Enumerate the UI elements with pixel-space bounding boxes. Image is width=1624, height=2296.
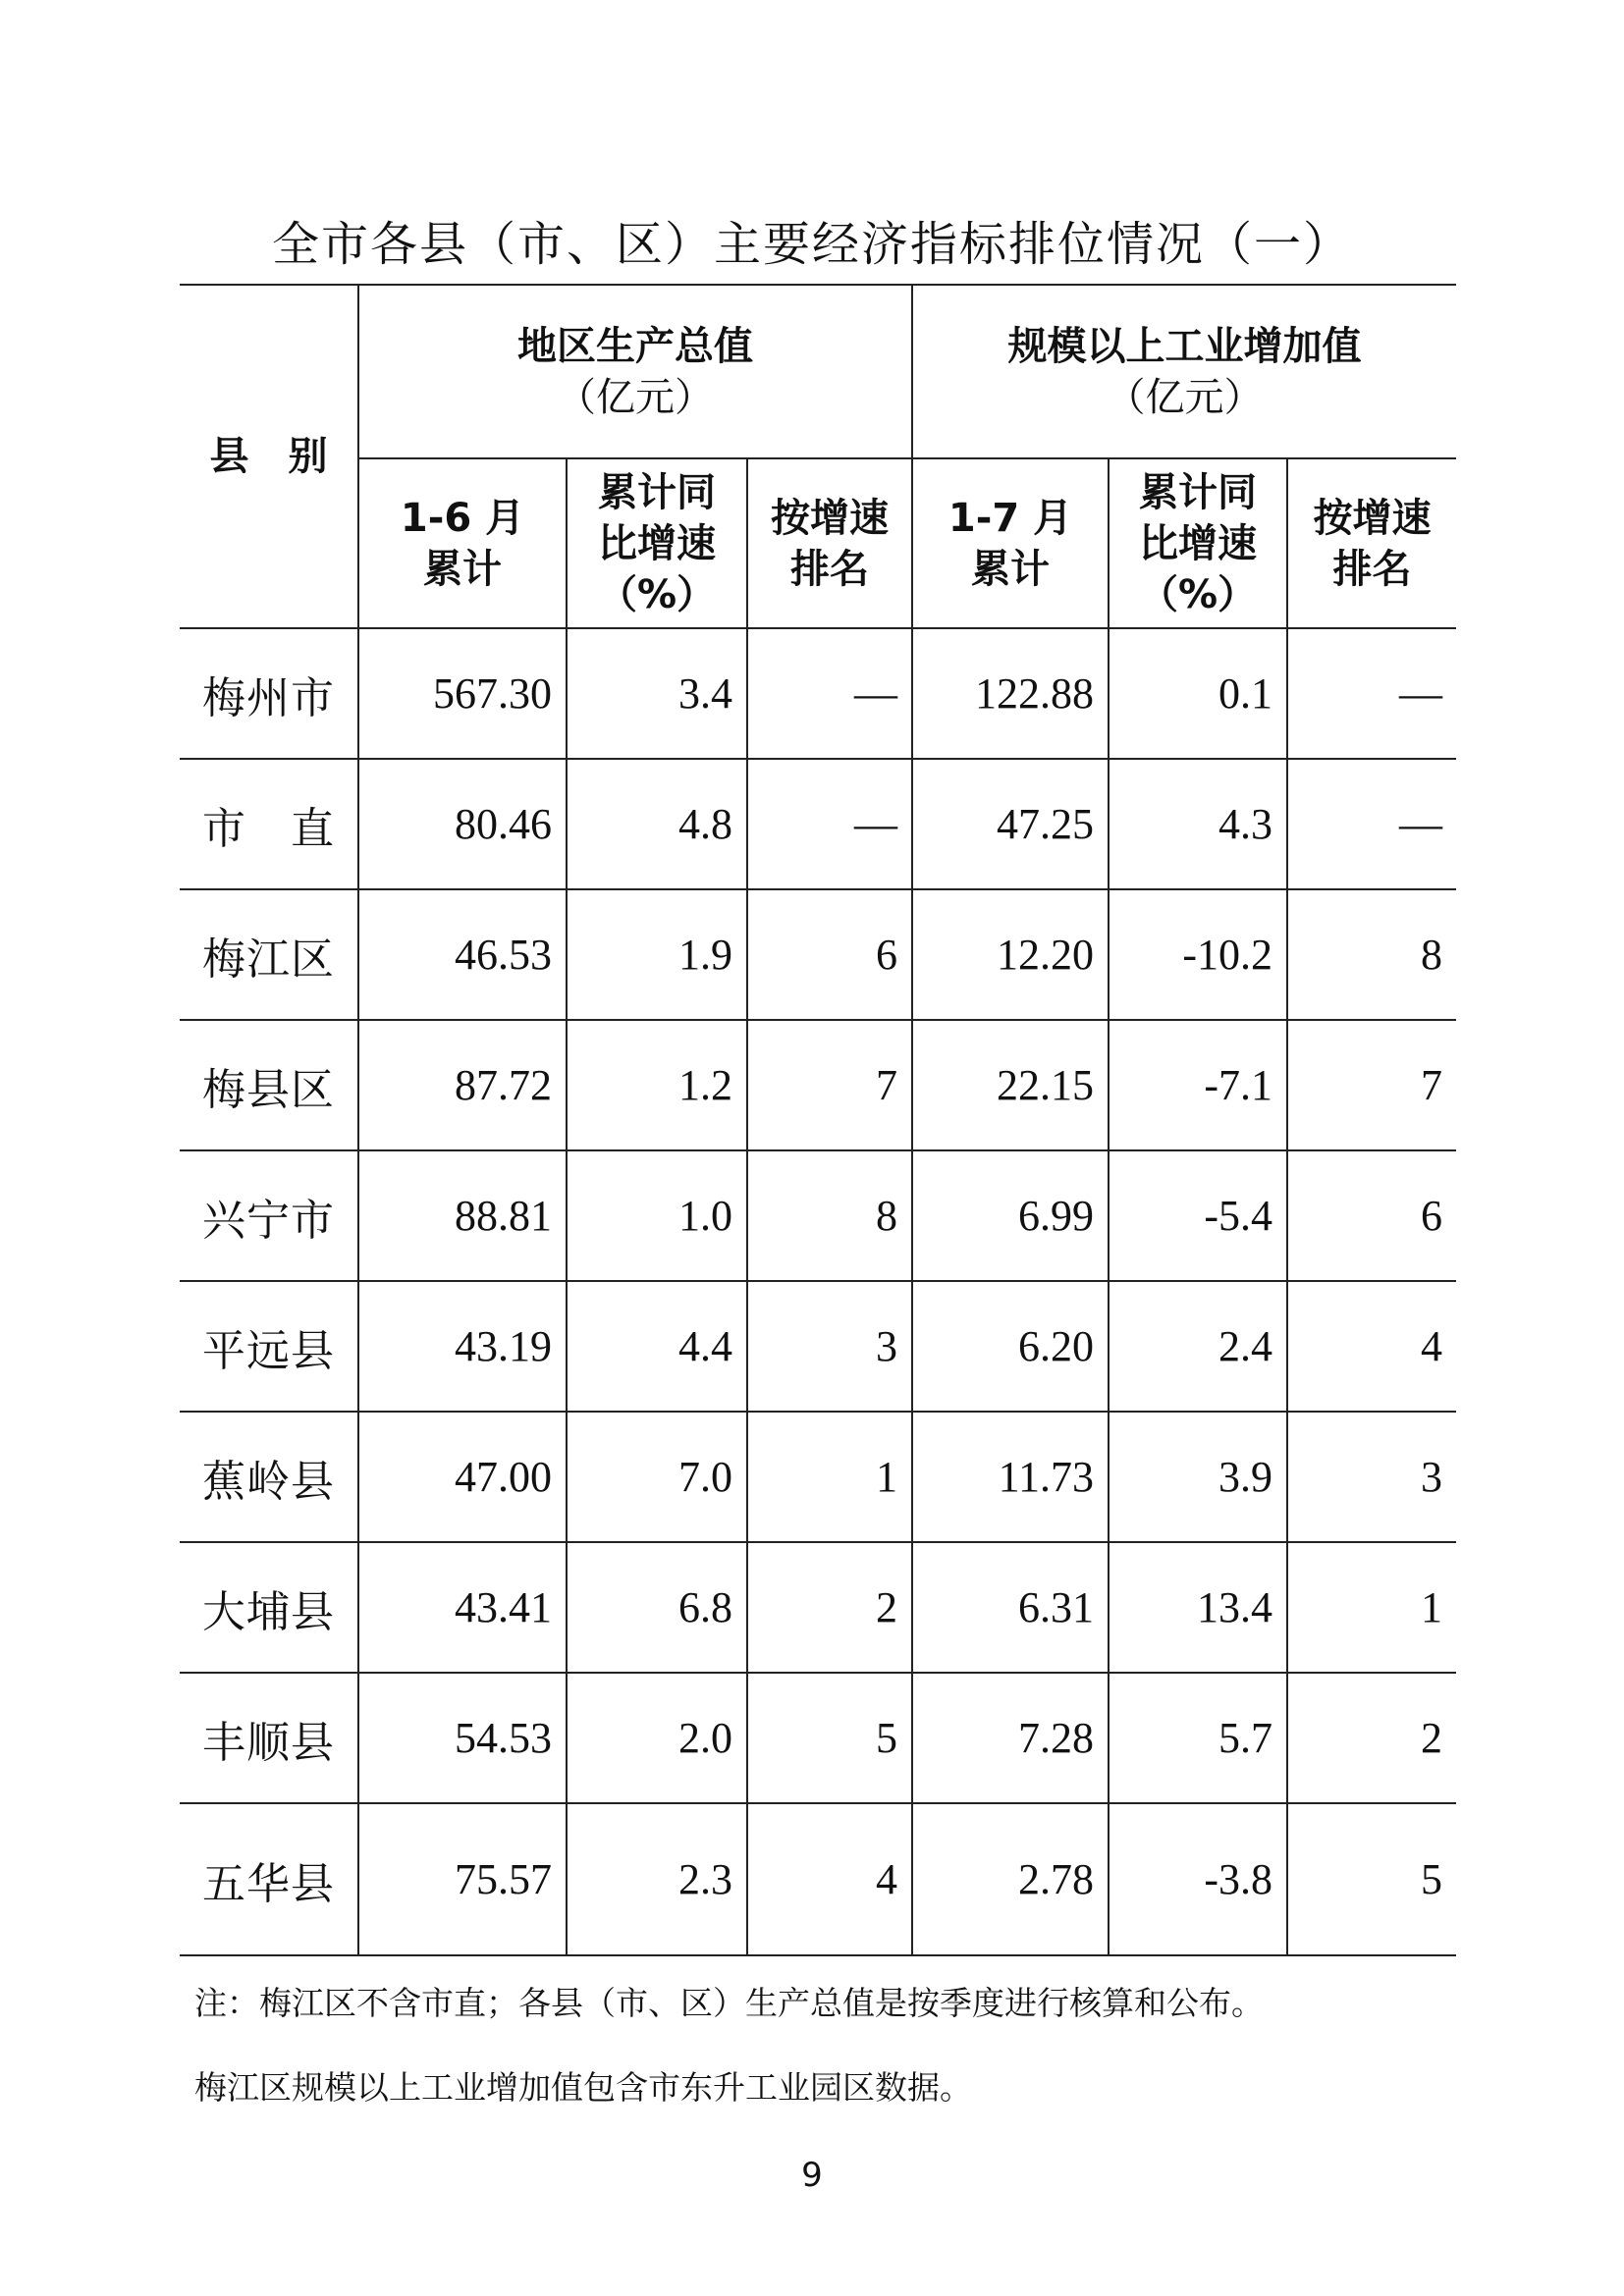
row-county-name: 梅县区 [180,1020,358,1150]
row-gdp-growth: 4.8 [567,759,747,889]
row-industry-growth: -5.4 [1109,1150,1287,1281]
row-industry-value: 2.78 [912,1803,1109,1955]
row-gdp-rank: 3 [747,1281,912,1412]
row-gdp-rank: 8 [747,1150,912,1281]
row-gdp-rank: 1 [747,1412,912,1542]
industry-rank-header-line1: 按增速 [1313,495,1432,541]
gdp-rank-header-line1: 按增速 [771,495,890,541]
indicator-table [180,284,1456,1956]
gdp-growth-header-line2: 比增速 [598,520,716,566]
row-industry-value: 6.31 [912,1542,1109,1673]
row-industry-rank: 1 [1287,1542,1456,1673]
row-gdp-growth: 1.0 [567,1150,747,1281]
row-gdp-growth: 7.0 [567,1412,747,1542]
page-number: 9 [801,2156,823,2195]
row-industry-rank: 4 [1287,1281,1456,1412]
row-gdp-rank: 5 [747,1673,912,1803]
table-row [180,1150,1456,1281]
industry-cumulative-header-line1: 1-7 月 [947,495,1073,541]
row-gdp-rank: — [747,628,912,759]
row-industry-rank: 3 [1287,1412,1456,1542]
industry-rank-header-line2: 排名 [1332,546,1412,592]
row-industry-growth: 5.7 [1109,1673,1287,1803]
row-gdp-value: 567.30 [358,628,567,759]
county-label: 县 别 [209,434,328,479]
row-gdp-growth: 1.2 [567,1020,747,1150]
row-industry-rank: 5 [1287,1803,1456,1955]
row-industry-value: 122.88 [912,628,1109,759]
row-industry-value: 22.15 [912,1020,1109,1150]
county-column-header [180,285,358,628]
row-county-name: 兴宁市 [180,1150,358,1281]
gdp-growth-header-line3: （%） [597,571,717,617]
table-row [180,1020,1456,1150]
gdp-cumulative-header-line2: 累计 [423,546,502,592]
gdp-rank-header-line2: 排名 [790,546,870,592]
row-industry-rank: — [1287,759,1456,889]
industry-growth-header-line2: 比增速 [1139,520,1258,566]
row-gdp-growth: 2.3 [567,1803,747,1955]
table-note-1: 注：梅江区不含市直；各县（市、区）生产总值是按季度进行核算和公布。 [194,1984,1264,2022]
row-county-name: 平远县 [180,1281,358,1412]
row-gdp-value: 88.81 [358,1150,567,1281]
table-row [180,889,1456,1020]
gdp-group-unit: （亿元） [557,374,715,420]
row-industry-growth: 4.3 [1109,759,1287,889]
industry-growth-header [1109,458,1287,628]
row-gdp-growth: 1.9 [567,889,747,1020]
industry-cumulative-header-line2: 累计 [971,546,1051,592]
gdp-cumulative-header-line1: 1-6 月 [400,495,525,541]
industry-growth-header-line3: （%） [1138,571,1258,617]
row-gdp-rank: 4 [747,1803,912,1955]
table-row [180,1673,1456,1803]
row-county-name: 五华县 [180,1803,358,1955]
row-gdp-value: 47.00 [358,1412,567,1542]
gdp-cumulative-header [358,458,567,628]
table-note-2: 梅江区规模以上工业增加值包含市东升工业园区数据。 [194,2068,972,2107]
row-industry-value: 12.20 [912,889,1109,1020]
row-county-name: 市 直 [180,759,358,889]
gdp-group-header [358,285,912,458]
gdp-growth-header [567,458,747,628]
row-industry-growth: 2.4 [1109,1281,1287,1412]
row-gdp-rank: 6 [747,889,912,1020]
gdp-growth-header-line1: 累计同 [598,469,716,515]
row-industry-value: 47.25 [912,759,1109,889]
row-gdp-growth: 6.8 [567,1542,747,1673]
row-gdp-rank: 7 [747,1020,912,1150]
table-row [180,759,1456,889]
row-gdp-value: 43.19 [358,1281,567,1412]
row-gdp-value: 43.41 [358,1542,567,1673]
row-county-name: 蕉岭县 [180,1412,358,1542]
row-gdp-rank: 2 [747,1542,912,1673]
table-row [180,1281,1456,1412]
row-industry-growth: 13.4 [1109,1542,1287,1673]
row-county-name: 梅江区 [180,889,358,1020]
industry-growth-header-line1: 累计同 [1139,469,1258,515]
row-industry-value: 6.20 [912,1281,1109,1412]
row-county-name: 丰顺县 [180,1673,358,1803]
row-gdp-value: 75.57 [358,1803,567,1955]
row-industry-rank: 8 [1287,889,1456,1020]
row-industry-rank: 6 [1287,1150,1456,1281]
gdp-rank-header [747,458,912,628]
row-county-name: 大埔县 [180,1542,358,1673]
table-row [180,1412,1456,1542]
industry-rank-header [1287,458,1456,628]
industry-cumulative-header [912,458,1109,628]
gdp-group-title: 地区生产总值 [517,323,754,369]
page-title: 全市各县（市、区）主要经济指标排位情况（一） [271,217,1352,272]
row-county-name: 梅州市 [180,628,358,759]
row-industry-growth: -3.8 [1109,1803,1287,1955]
row-industry-rank: 2 [1287,1673,1456,1803]
row-industry-rank: 7 [1287,1020,1456,1150]
row-industry-growth: -7.1 [1109,1020,1287,1150]
row-industry-rank: — [1287,628,1456,759]
row-industry-growth: -10.2 [1109,889,1287,1020]
row-industry-growth: 0.1 [1109,628,1287,759]
row-gdp-growth: 4.4 [567,1281,747,1412]
row-industry-value: 11.73 [912,1412,1109,1542]
table-row [180,1542,1456,1673]
row-industry-value: 6.99 [912,1150,1109,1281]
table-row [180,628,1456,759]
industry-group-unit: （亿元） [1106,374,1264,420]
row-gdp-growth: 2.0 [567,1673,747,1803]
row-industry-value: 7.28 [912,1673,1109,1803]
row-industry-growth: 3.9 [1109,1412,1287,1542]
row-gdp-rank: — [747,759,912,889]
row-gdp-value: 80.46 [358,759,567,889]
row-gdp-growth: 3.4 [567,628,747,759]
row-gdp-value: 54.53 [358,1673,567,1803]
row-gdp-value: 87.72 [358,1020,567,1150]
industry-group-title: 规模以上工业增加值 [1007,323,1362,369]
row-gdp-value: 46.53 [358,889,567,1020]
table-row [180,1803,1456,1955]
industry-group-header [912,285,1456,458]
